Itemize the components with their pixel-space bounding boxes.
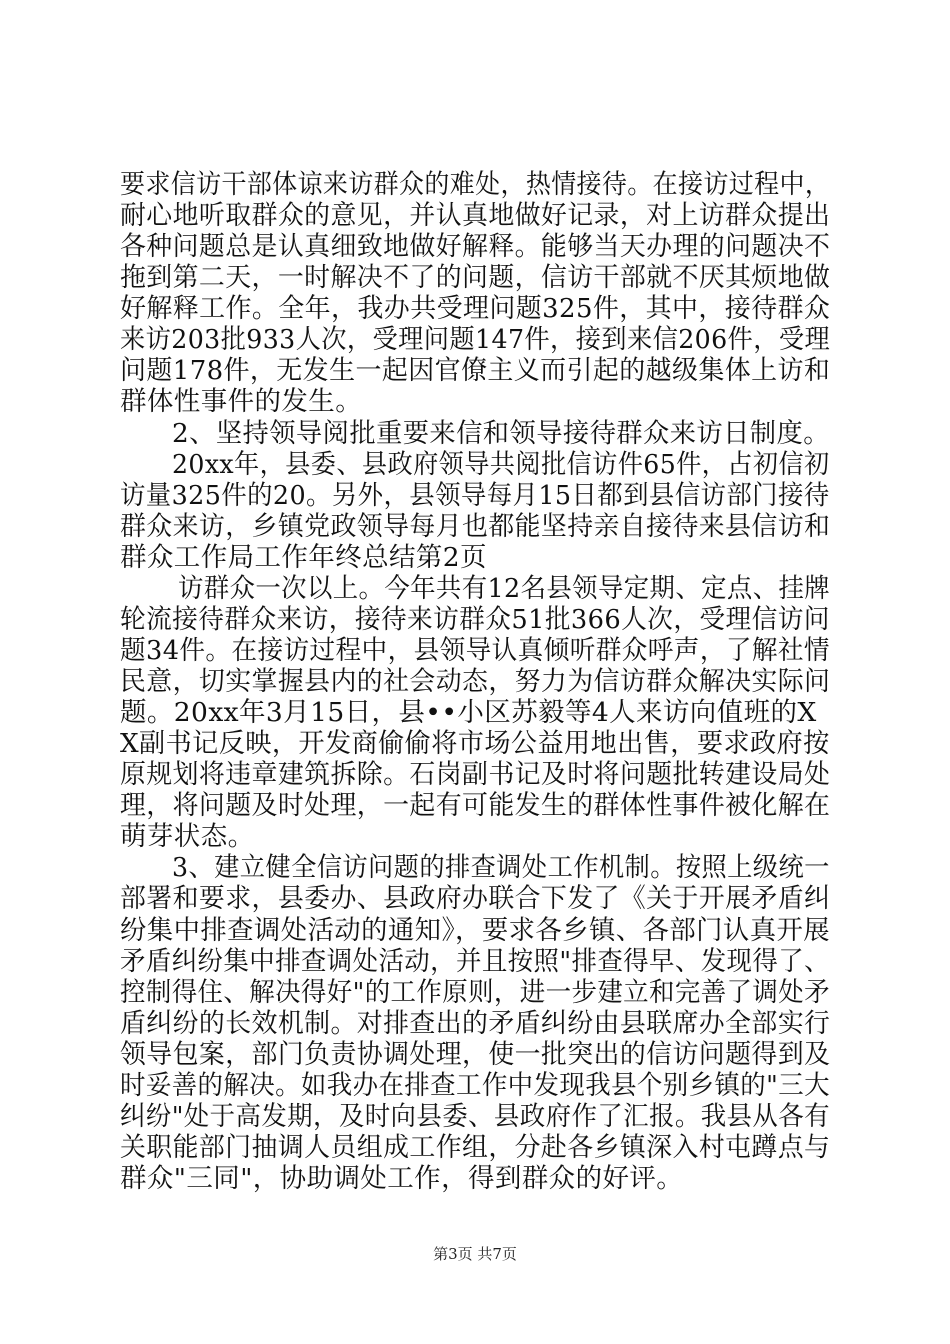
text-line: 群众"三同"，协助调处工作，得到群众的好评。	[120, 1163, 684, 1194]
text-line: 萌芽状态。	[120, 821, 255, 853]
text-line: 控制得住、解决得好"的工作原则，进一步建立和完善了调处矛	[120, 976, 830, 1008]
text-line: 要求信访干部体谅来访群众的难处，热情接待。在接访过程中，	[120, 169, 831, 200]
text-line: 访群众一次以上。今年共有12名县领导定期、定点、挂牌	[178, 572, 831, 604]
text-line: 领导包案，部门负责协调处理，使一批突出的信访问题得到及	[120, 1038, 831, 1070]
text-line: 题。20xx年3月15日，县••小区苏毅等4人来访向值班的X	[120, 697, 817, 729]
text-line: 题34件。在接访过程中，县领导认真倾听群众呼声，了解社情	[120, 634, 830, 666]
text-line: 纷集中排查调处活动的通知》，要求各乡镇、各部门认真开展	[120, 914, 831, 946]
text-line: 群众工作局工作年终总结第2页	[120, 541, 487, 573]
page-number-footer: 第3页 共7页	[433, 1245, 517, 1263]
text-line: 拖到第二天，一时解决不了的问题，信访干部就不厌其烦地做	[120, 262, 831, 294]
text-line: 轮流接待群众来访，接待来访群众51批366人次，受理信访问	[120, 603, 830, 635]
text-line: 盾纠纷的长效机制。对排查出的矛盾纠纷由县联席办全部实行	[120, 1007, 831, 1039]
text-line: X副书记反映，开发商偷偷将市场公益用地出售，要求政府按	[120, 728, 830, 760]
text-line: 好解释工作。全年，我办共受理问题325件，其中，接待群众	[120, 293, 831, 325]
text-line: 问题178件，无发生一起因官僚主义而引起的越级集体上访和	[120, 355, 831, 387]
text-line: 20xx年，县委、县政府领导共阅批信访件65件，占初信初	[172, 448, 830, 480]
text-line: 部署和要求，县委办、县政府办联合下发了《关于开展矛盾纠	[120, 883, 831, 915]
text-line: 矛盾纠纷集中排查调处活动，并且按照"排查得早、发现得了、	[120, 945, 830, 977]
text-line: 原规划将违章建筑拆除。石岗副书记及时将问题批转建设局处	[120, 759, 831, 791]
text-line: 关职能部门抽调人员组成工作组，分赴各乡镇深入村屯蹲点与	[120, 1131, 831, 1163]
text-line: 群众来访，乡镇党政领导每月也都能坚持亲自接待来县信访和	[120, 510, 831, 542]
text-line: 耐心地听取群众的意见，并认真地做好记录，对上访群众提出	[120, 200, 831, 232]
text-line: 3、建立健全信访问题的排查调处工作机制。按照上级统一	[172, 852, 830, 884]
text-line: 民意，切实掌握县内的社会动态，努力为信访群众解决实际问	[120, 666, 831, 697]
text-line: 各种问题总是认真细致地做好解释。能够当天办理的问题决不	[120, 231, 831, 263]
text-line: 理，将问题及时处理，一起有可能发生的群体性事件被化解在	[120, 790, 831, 822]
text-line: 访量325件的20。另外，县领导每月15日都到县信访部门接待	[120, 479, 830, 511]
text-line: 群体性事件的发生。	[120, 386, 363, 418]
text-line: 2、坚持领导阅批重要来信和领导接待群众来访日制度。	[172, 417, 830, 449]
text-line: 来访203批933人次，受理问题147件，接到来信206件，受理	[120, 324, 831, 356]
text-line: 纠纷"处于高发期，及时向县委、县政府作了汇报。我县从各有	[120, 1100, 830, 1132]
text-line: 时妥善的解决。如我办在排查工作中发现我县个别乡镇的"三大	[120, 1069, 830, 1101]
